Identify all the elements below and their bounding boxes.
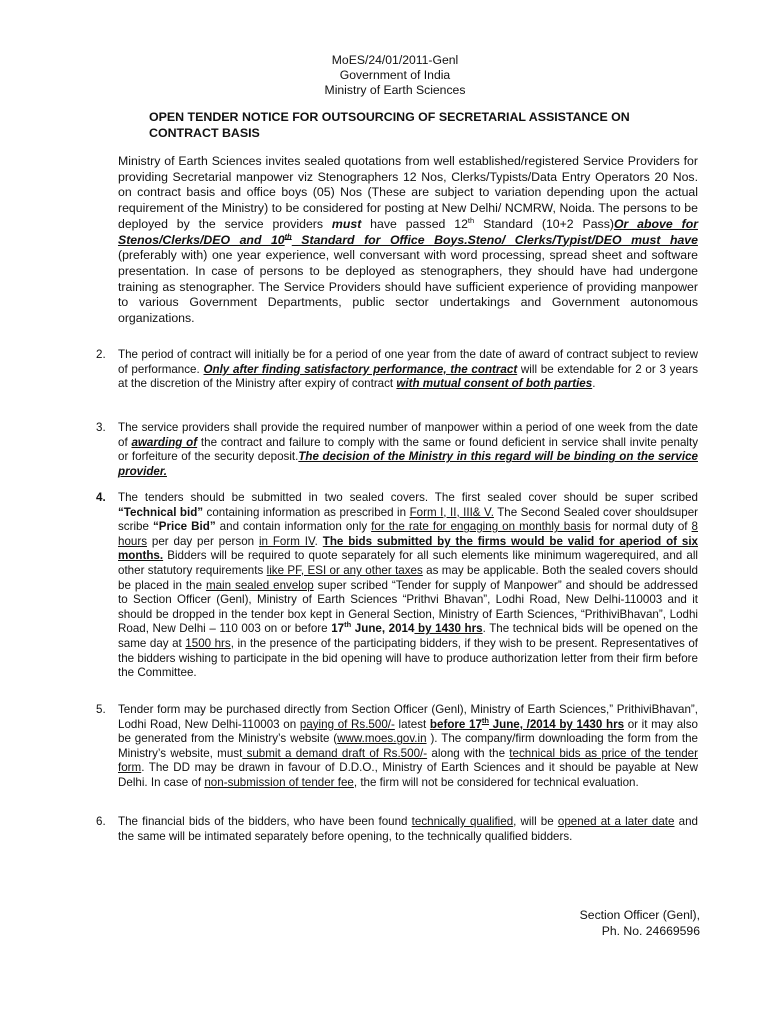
superscript: th — [344, 620, 352, 630]
text: The Second Sealed cover shouldsuper scribe — [118, 505, 699, 534]
underlined-text: paying of Rs.500/- — [299, 717, 395, 731]
emphasis: awarding of — [131, 435, 198, 449]
item-body — [118, 421, 698, 479]
text: super scribed “Tender for supply of Manpower” and should be addressed to Section Officer (Genl), Ministry of Earth Sciences “Prithvi Bhavan”, Lodhi Road, New Delhi-110003 and it should be dropped in the tender box kept in General Section, Ministry of Earth Sciences, “PrithiviBhavan”, Lodhi Road, New Delhi – 110 003 on or before — [118, 578, 698, 636]
text: will be extendable for 2 or 3 years at the discretion of the Ministry after expiry of contract — [118, 362, 698, 391]
text: ). The company/firm downloading the form from the Ministry’s website, must — [118, 732, 698, 760]
superscript: th — [481, 715, 490, 725]
notice-title: OPEN TENDER NOTICE FOR OUTSOURCING OF SECRETARIAL ASSISTANCE ON CONTRACT BASIS — [149, 110, 630, 140]
text: , in the presence of the participating bidders, if they wish to be present. Representatives of the bidders wishing to participate in the bid opening will have to produce authorization letter from their firm before the Committee. — [118, 636, 698, 680]
document-header — [0, 53, 770, 98]
item-number: 6. — [96, 815, 106, 828]
text: have passed 12 — [361, 216, 468, 231]
item-body — [118, 815, 698, 844]
underlined-text: main sealed envelop — [205, 578, 314, 592]
text: as may be applicable. Both the sealed covers should be placed in the — [118, 563, 698, 592]
item-number: 5. — [96, 703, 106, 716]
government-line: Government of India — [339, 68, 451, 82]
underlined-text: non-submission of tender fee — [204, 775, 354, 789]
underlined-text: Form I, II, III& V. — [409, 505, 494, 519]
list-item-6 — [96, 815, 698, 844]
emphasis: Only after finding satisfactory performance, the contract — [203, 362, 518, 376]
phone-number: Ph. No. 24669596 — [601, 923, 700, 938]
list-item-3 — [96, 421, 698, 479]
text: the contract and failure to comply with the same or found deficient in service shall invite penalty or forfeiture of the security deposit. — [118, 435, 698, 464]
text: . The DD may be drawn in favour of D.D.O., Ministry of Earth Sciences and it should be payable at New Delhi. In case of — [118, 761, 698, 789]
underlined-text: opened at a later date — [557, 815, 675, 828]
superscript: th — [467, 215, 475, 225]
underlined-text: like PF, ESI or any other taxes — [266, 563, 423, 577]
text: . — [592, 377, 596, 391]
item-body — [118, 348, 698, 392]
text: , the firm will not be considered for technical evaluation. — [353, 775, 639, 789]
list-item-2 — [96, 348, 698, 392]
emphasis: 17 — [331, 622, 345, 636]
text: for normal duty of — [590, 520, 692, 534]
paragraph-1 — [118, 154, 698, 327]
text: latest — [394, 717, 430, 731]
emphasis: The bids submitted by the firms would be valid for aperiod of six months. — [118, 534, 698, 563]
underlined-text: 1500 hrs — [185, 636, 231, 650]
emphasis: Or above for Stenos/Clerks/DEO and 10 — [118, 216, 698, 247]
ministry-line: Ministry of Earth Sciences — [324, 83, 466, 97]
underlined-text: for the rate for engaging on monthly basis — [371, 520, 591, 534]
list-item-5 — [96, 703, 698, 791]
text: Bidders will be required to quote separately for all such elements like minimum wagerequired, and all other statutory requirements — [118, 549, 698, 577]
emphasis: “Price Bid” — [152, 520, 216, 534]
reference-number: MoES/24/01/2011-Genl — [331, 53, 459, 67]
text: and the same will be intimated separately before opening, to the technically qualified bidders. — [118, 815, 698, 843]
emphasis: Standard for Office Boys.Steno/ Clerks/Typist/DEO must have — [291, 232, 698, 247]
emphasis: June, 2014 — [351, 622, 415, 636]
signature-block — [500, 908, 700, 939]
underlined-text: submit a demand draft of Rs.500/- — [242, 746, 428, 760]
underlined-text: technical bids as price of the tender form — [118, 746, 698, 775]
underlined-text: in Form IV — [258, 534, 315, 548]
underlined-text: 8 hours — [118, 520, 698, 548]
text: containing information as prescribed in — [203, 505, 410, 519]
list-item-4 — [96, 491, 698, 681]
emphasis: The decision of the Ministry in this regard will be binding on the service provider. — [118, 450, 698, 478]
emphasis: “Technical bid” — [118, 505, 204, 519]
text: Ministry of Earth Sciences invites sealed quotations from well established/registered Service Providers for providing Secretarial manpower viz Stenographers 12 Nos, Clerks/Typists/Data Entry Operators 20 Nos. on contract basis and office boys (05) Nos (These are subject to variation depending upon the actual requirement of the Ministry) to be considered for posting at New Delhi/ NCMRW, Noida. The persons to be deployed by the service providers — [118, 154, 698, 231]
item-number: 3. — [96, 421, 106, 434]
item-number: 4. — [96, 491, 106, 504]
text: , will be — [513, 815, 558, 828]
item-body — [118, 491, 698, 681]
text: along with the — [427, 746, 510, 760]
signatory-title: Section Officer (Genl), — [579, 908, 700, 922]
text: The financial bids of the bidders, who have been found — [118, 815, 412, 828]
website-link[interactable]: www.moes.gov.in — [337, 732, 427, 746]
item-number: 2. — [96, 348, 106, 361]
superscript: th — [284, 231, 292, 241]
emphasis: must — [331, 216, 362, 231]
emphasis: June, /2014 by 1430 hrs — [489, 717, 625, 731]
text: Standard (10+2 Pass) — [474, 216, 614, 231]
text: . — [314, 534, 323, 548]
text: . The technical bids will be opened on the same day at — [118, 622, 699, 650]
text: or it may also be generated from the Ministry’s website ( — [118, 717, 698, 746]
item-body — [118, 703, 698, 791]
emphasis: with mutual consent of both parties — [396, 377, 593, 391]
text: per day per person — [147, 534, 259, 548]
text: The tenders should be submitted in two sealed covers. The first sealed cover should be super scribed — [118, 491, 698, 504]
text: The service providers shall provide the required number of manpower within a period of one week from the date of — [118, 421, 698, 449]
text: (preferably with) one year experience, well conversant with word processing, spread sheet and software presentation. In case of persons to be deployed as stenographers, they should have had undergone training as stenographer. The Service Providers should have sufficient experience of providing manpower to various Government Departments, public sector undertakings and Government autonomous organizations. — [118, 248, 698, 326]
text: Tender form may be purchased directly from Section Officer (Genl), Ministry of Earth Sciences,” PrithiviBhavan”, Lodhi Road, New Delhi-110003 on — [118, 703, 698, 731]
underlined-text: technically qualified — [411, 815, 514, 828]
text: and contain information only — [215, 520, 372, 534]
text: The period of contract will initially be for a period of one year from the date of award of contract subject to review of performance. — [118, 348, 698, 376]
emphasis: before 17 — [429, 717, 482, 731]
emphasis: by 1430 hrs — [414, 622, 483, 636]
